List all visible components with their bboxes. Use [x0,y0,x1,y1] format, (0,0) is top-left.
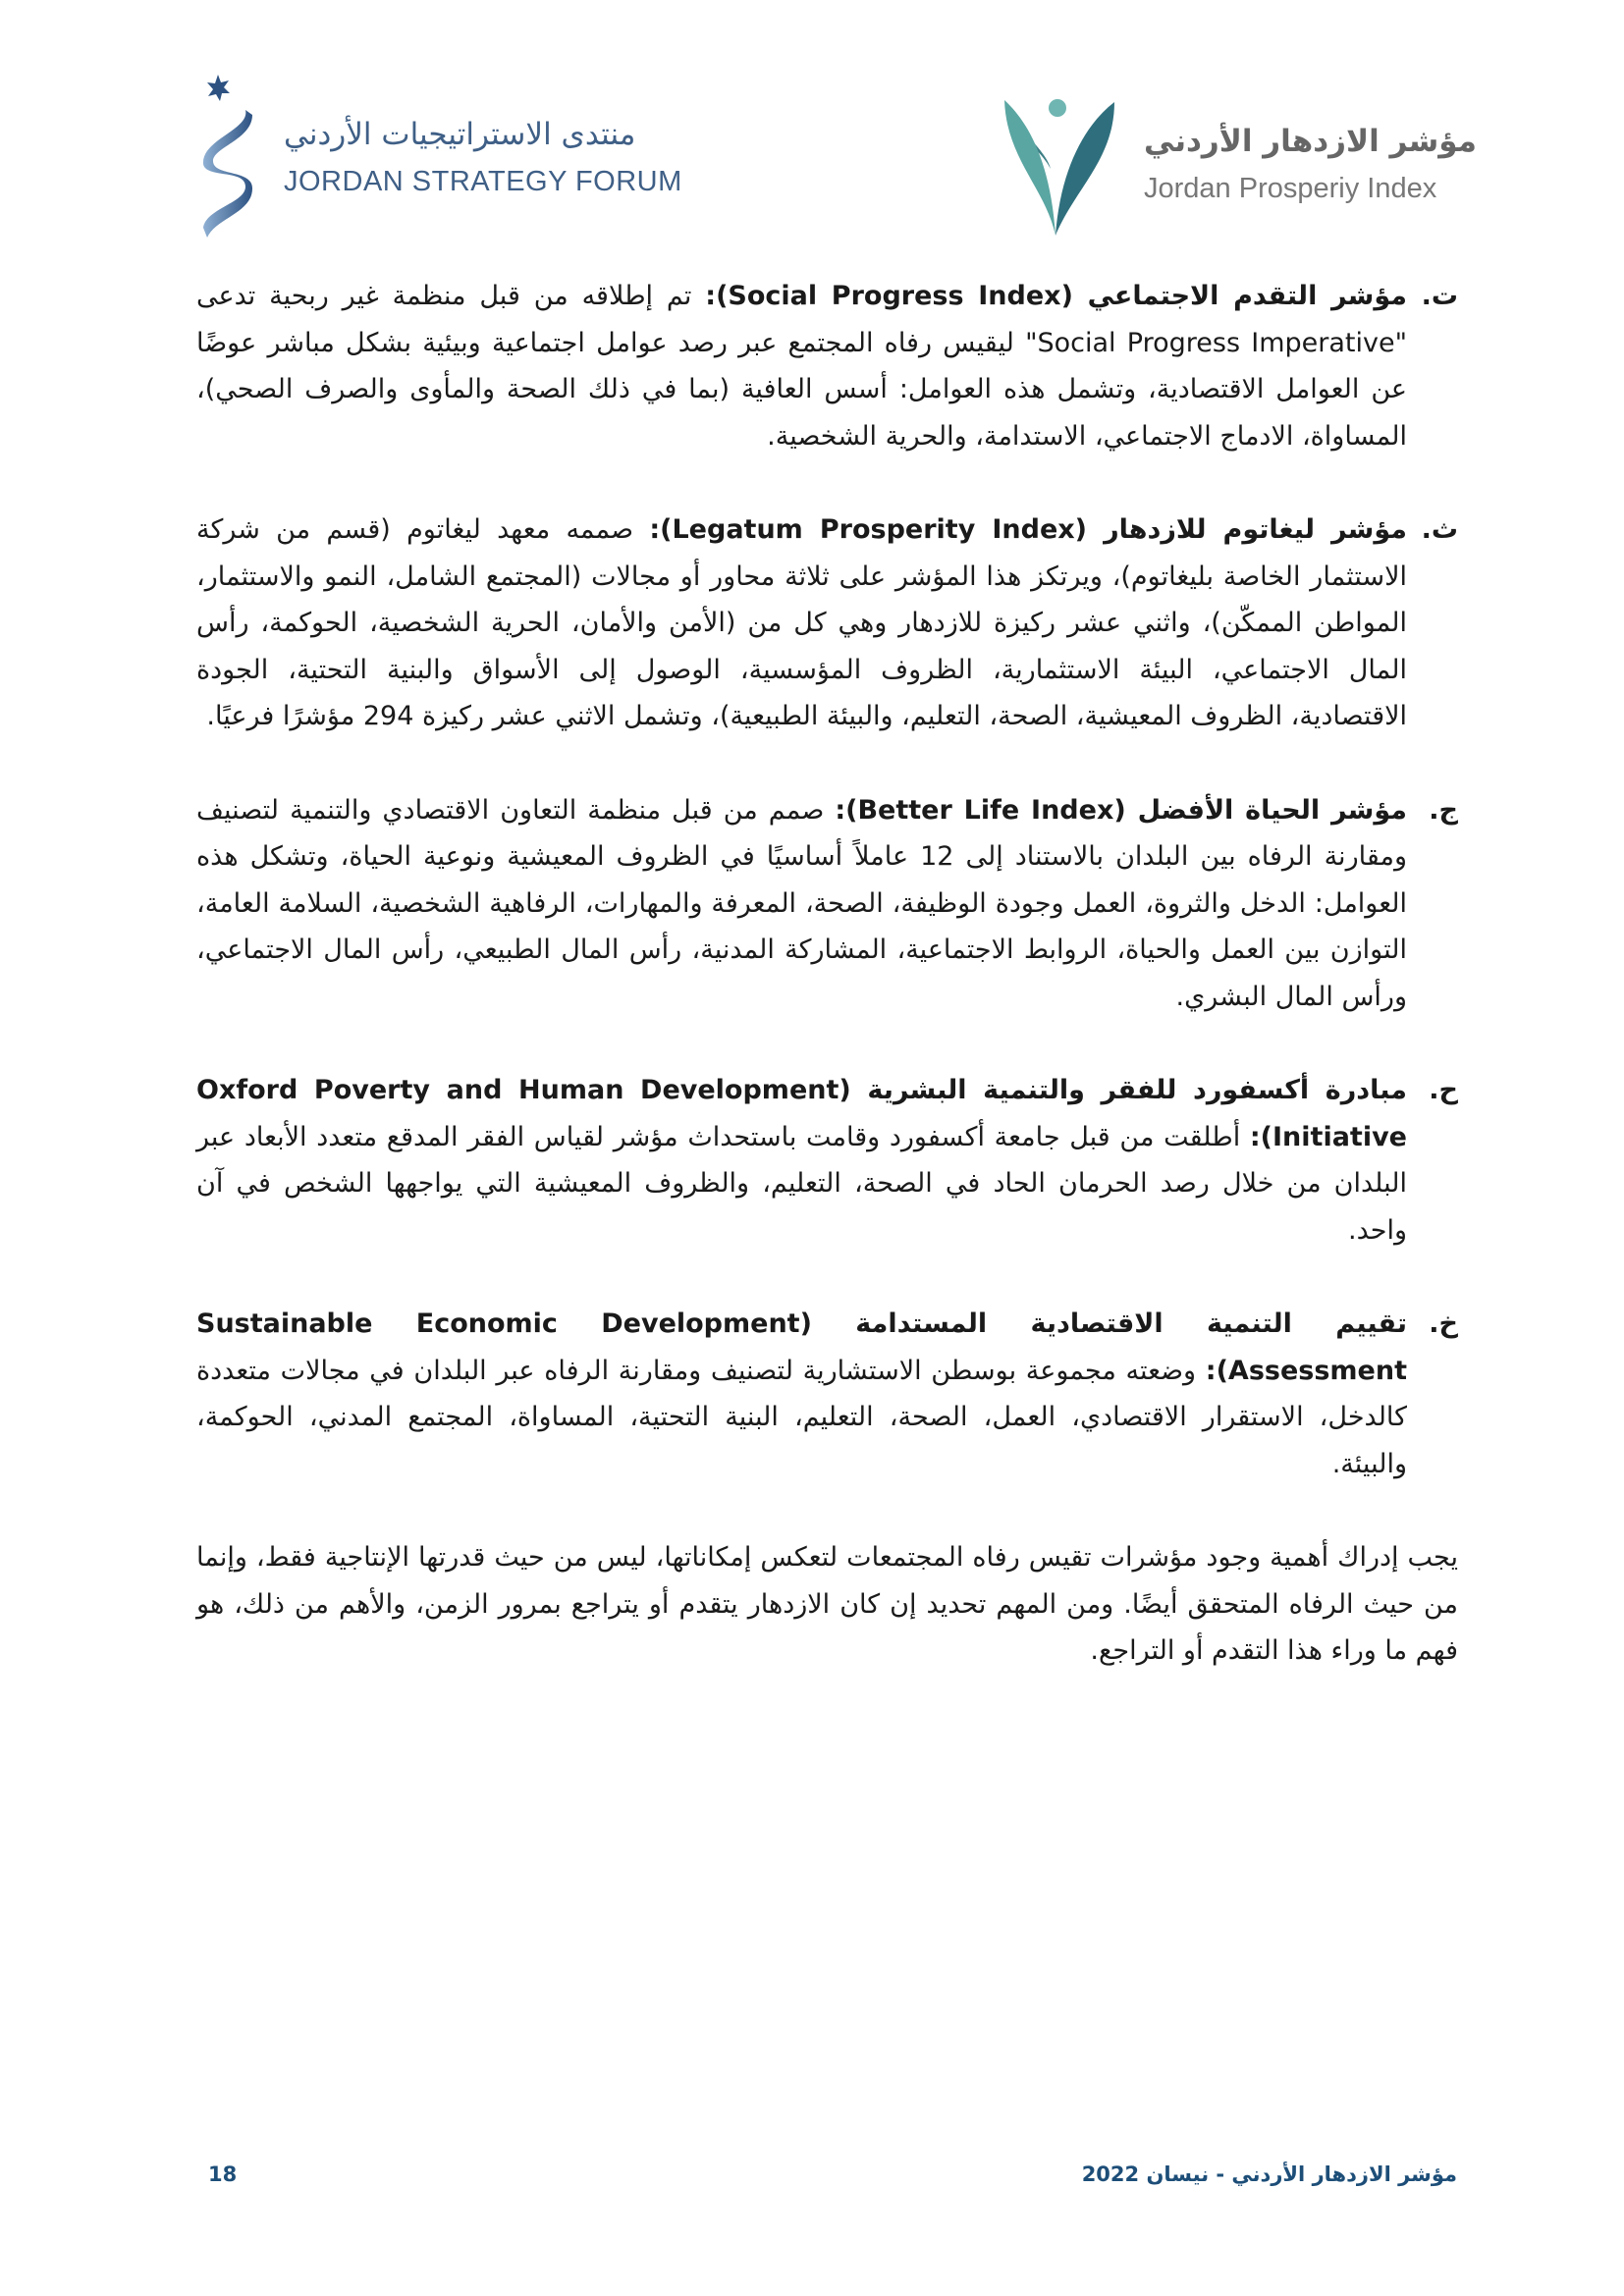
index-item-social-progress [196,273,1458,459]
closing-paragraph: يجب إدراك أهمية وجود مؤشرات تقيس رفاه المجتمعات لتعكس إمكاناتها، ليس من حيث قدرتها الإنتاجية فقط، وإنما من حيث الرفاه المتحقق أيضًا. ومن المهم تحديد إن كان الازدهار يتقدم أو يتراجع بمرور الزمن، والأهم من ذلك، هو فهم ما وراء هذا التقدم أو التراجع. [196,1542,1458,1666]
item-marker: خ. [1429,1308,1458,1339]
page-header [0,71,1624,257]
jpi-arabic-name: مؤشر الازدهار الأردني [1144,124,1477,159]
item-title: مؤشر الحياة الأفضل (Better Life Index): [835,794,1407,826]
document-body [196,273,1458,1675]
footer-title: مؤشر الازدهار الأردني - نيسان 2022 [1081,2163,1457,2186]
jordan-prosperity-index-logo [997,90,1477,238]
page-number: 18 [208,2163,238,2186]
item-marker: ت. [1421,281,1458,311]
item-body: صمم من قبل منظمة التعاون الاقتصادي والتنمية لتصنيف ومقارنة الرفاه بين البلدان بالاستناد إلى 12 عاملاً أساسيًا في الظروف المعيشية ونوعية الحياة، وتشكل هذه العوامل: الدخل والثروة، العمل وجودة الوظيفة، الصحة، المعرفة والمهارات، الرفاهية الشخصية، السلامة العامة، التوازن بين العمل والحياة، الروابط الاجتماعية، المشاركة المدنية، رأس المال الطبيعي، رأس المال الاجتماعي، ورأس المال البشري. [196,794,1407,1012]
jordan-strategy-forum-logo [191,71,682,242]
item-body: صممه معهد ليغاتوم (قسم من شركة الاستثمار الخاصة بليغاتوم)، ويرتكز هذا المؤشر على ثلاثة محاور أو مجالات (المجتمع الشامل، النمو والاستثمار، المواطن الممكّن)، واثني عشر ركيزة للازدهار وهي كل من (الأمن والأمان، الحرية الشخصية، الحوكمة، رأس المال الاجتماعي، البيئة الاستثمارية، الظروف المؤسسية، الوصول إلى الأسواق والبنية التحتية، الجودة الاقتصادية، الظروف المعيشية، الصحة، التعليم، والبيئة الطبيعية)، وتشمل الاثني عشر ركيزة 294 مؤشرًا فرعيًا. [196,514,1407,731]
jpi-english-name: Jordan Prosperiy Index [1144,173,1437,204]
index-item-oxford [196,1067,1458,1254]
index-item-better-life [196,787,1458,1021]
index-item-legatum [196,507,1458,740]
jsf-arabic-name: منتدى الاستراتيجيات الأردني [284,116,636,152]
jsf-english-name: JORDAN STRATEGY FORUM [284,165,682,197]
item-body: وضعته مجموعة بوسطن الاستشارية لتصنيف ومقارنة الرفاه عبر البلدان في مجالات متعددة كالدخل، الاستقرار الاقتصادي، العمل، الصحة، التعليم، البنية التحتية، المساواة، المجتمع المدني، الحوكمة، والبيئة. [196,1355,1407,1479]
jsf-emblem-icon [191,71,270,242]
item-body: أطلقت من قبل جامعة أكسفورد وقامت باستحداث مؤشر لقياس الفقر المدقع متعدد الأبعاد عبر البلدان من خلال رصد الحرمان الحاد في الصحة، التعليم، والظروف المعيشية التي يواجهها الشخص في آن واحد. [196,1121,1407,1246]
item-title: مؤشر التقدم الاجتماعي (Social Progress Index): [705,281,1407,311]
item-marker: ح. [1429,1075,1458,1105]
item-marker: ث. [1421,514,1458,545]
item-body: تم إطلاقه من قبل منظمة غير ربحية تدعى "Social Progress Imperative" ليقيس رفاه المجتمع عبر رصد عوامل اجتماعية وبيئية بشكل مباشر عوضًا عن العوامل الاقتصادية، وتشمل هذه العوامل: أسس العافية (بما في ذلك الصحة والمأوى والصرف الصحي)، المساواة، الادماج الاجتماعي، الاستدامة، والحرية الشخصية. [196,281,1408,452]
index-item-seda [196,1301,1458,1487]
item-marker: ج. [1429,794,1458,826]
jpi-emblem-icon [997,90,1124,238]
item-title: تقييم التنمية الاقتصادية المستدامة (Sustainable Economic Development Assessment): [196,1308,1408,1386]
page-footer [208,2102,1457,2188]
item-title: مبادرة أكسفورد للفقر والتنمية البشرية (Oxford Poverty and Human Development Initiative): [196,1075,1407,1152]
item-title: مؤشر ليغاتوم للازدهار (Legatum Prosperity Index): [649,514,1408,545]
